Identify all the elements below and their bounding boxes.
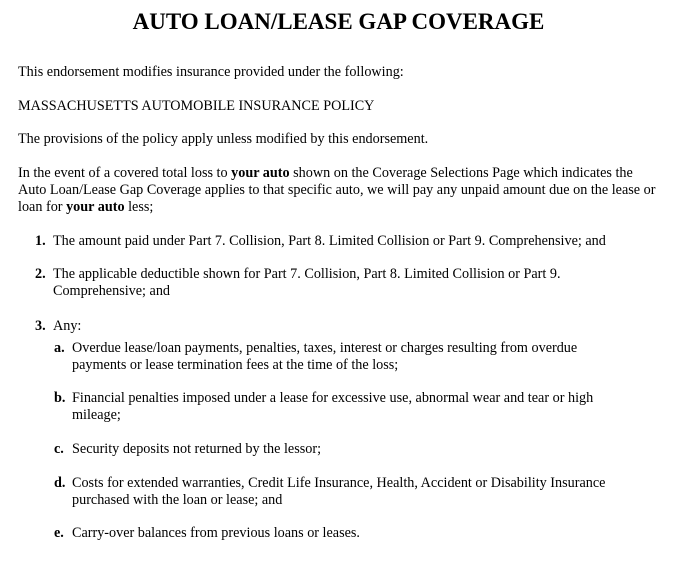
sub-text: Overdue lease/loan payments, penalties, taxes, interest or charges resulting from overdue payments or lease termination fees at the time of the loss; xyxy=(72,340,578,373)
main-bold-your-auto-1: your auto xyxy=(231,165,290,181)
intro-paragraph: This endorsement modifies insurance provided under the following: xyxy=(18,64,404,80)
list-number: 1. xyxy=(35,233,46,249)
list-number: 2. xyxy=(35,266,46,282)
sub-letter: a. xyxy=(54,340,65,356)
sub-letter: b. xyxy=(54,390,66,406)
main-text-part2: shown on the Coverage Selections Page which indicates the Auto Loan/Lease Gap Coverage applies to that specific auto, we will pay any unpaid amount due on the lease or loan for xyxy=(18,165,656,215)
sub-letter: e. xyxy=(54,525,64,541)
main-bold-your-auto-2: your auto xyxy=(66,199,125,215)
sub-text: Costs for extended warranties, Credit Life Insurance, Health, Accident or Disability Insurance purchased with the loan or lease; and xyxy=(72,475,606,508)
main-text-part3: less; xyxy=(124,199,154,215)
sub-letter: d. xyxy=(54,475,66,491)
sub-letter: c. xyxy=(54,441,64,457)
policy-name: MASSACHUSETTS AUTOMOBILE INSURANCE POLICY xyxy=(18,98,375,114)
main-text-part1: In the event of a covered total loss to xyxy=(18,165,232,181)
sub-text: Security deposits not returned by the lessor; xyxy=(72,441,322,457)
list-number: 3. xyxy=(35,318,46,334)
main-paragraph xyxy=(18,165,663,216)
list-text: Any: xyxy=(53,318,82,334)
provisions-paragraph: The provisions of the policy apply unless modified by this endorsement. xyxy=(18,131,429,147)
document-title: AUTO LOAN/LEASE GAP COVERAGE xyxy=(132,9,545,34)
sub-text: Carry-over balances from previous loans or leases. xyxy=(72,525,360,541)
sub-text: Financial penalties imposed under a lease for excessive use, abnormal wear and tear or high mileage; xyxy=(72,390,594,423)
list-text: The amount paid under Part 7. Collision, Part 8. Limited Collision or Part 9. Comprehensive; and xyxy=(53,233,606,249)
list-text: The applicable deductible shown for Part 7. Collision, Part 8. Limited Collision or Part 9. Comprehensive; and xyxy=(53,266,561,299)
